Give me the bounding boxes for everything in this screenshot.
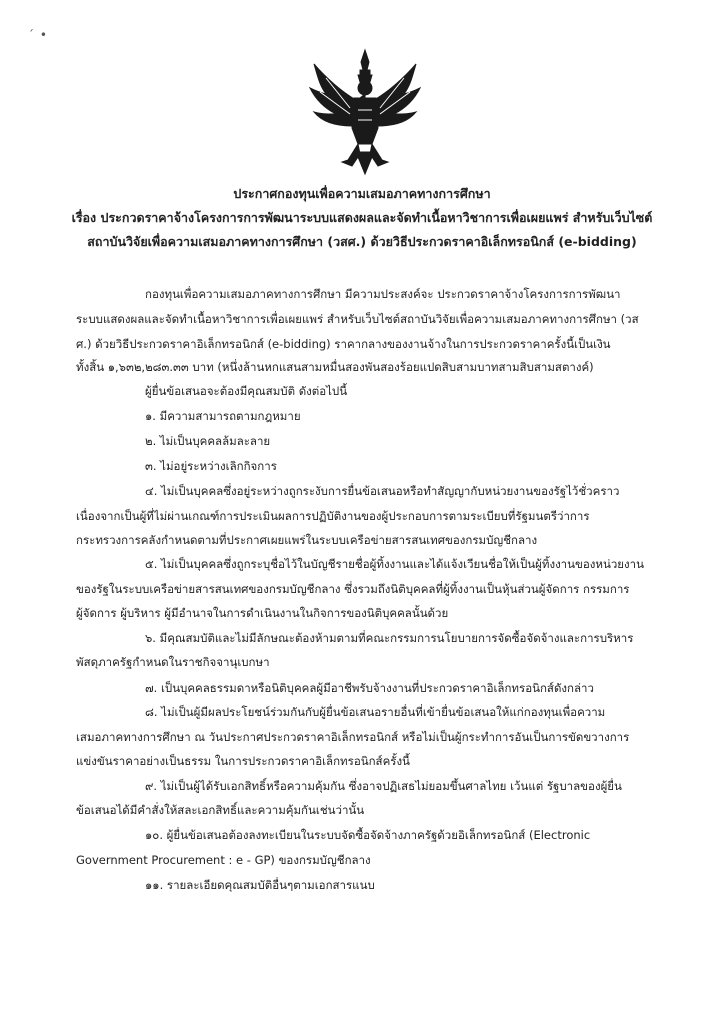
item-1: ๑. มีความสามารถตามกฎหมาย bbox=[145, 409, 301, 423]
item-4-line-1: ๔. ไม่เป็นบุคคลซึ่งอยู่ระหว่างถูกระงับการยื่นข้อเสนอหรือทำสัญญากับหน่วยงานของรัฐไว้ชั่วคราว bbox=[145, 484, 620, 498]
garuda-emblem-icon bbox=[306, 48, 424, 176]
item-5-line-1: ๕. ไม่เป็นบุคคลซึ่งถูกระบุชื่อไว้ในบัญชีรายชื่อผู้ทิ้งงานและได้แจ้งเวียนชื่อให้เป็นผู้ทิ้งงานของหน่วยงาน bbox=[145, 557, 644, 571]
intro-line-1: กองทุนเพื่อความเสมอภาคทางการศึกษา มีความประสงค์จะ ประกวดราคาจ้างโครงการการพัฒนา bbox=[145, 287, 621, 301]
item-8-line-3: แข่งขันราคาอย่างเป็นธรรม ในการประกวดราคาอิเล็กทรอนิกส์ครั้งนี้ bbox=[76, 754, 410, 768]
item-3: ๓. ไม่อยู่ระหว่างเลิกกิจการ bbox=[145, 459, 277, 473]
item-8-line-1: ๘. ไม่เป็นผู้มีผลประโยชน์ร่วมกันกับผู้ยื่นข้อเสนอรายอื่นที่เข้ายื่นข้อเสนอให้แก่กองทุนเพื่อความ bbox=[145, 705, 606, 719]
item-4-line-3: กระทรวงการคลังกำหนดตามที่ประกาศเผยแพร่ในระบบเครือข่ายสารสนเทศของกรมบัญชีกลาง bbox=[76, 533, 538, 547]
item-5-line-2: ของรัฐในระบบเครือข่ายสารสนเทศของกรมบัญชีกลาง ซึ่งรวมถึงนิติบุคคลที่ผู้ทิ้งงานเป็นหุ้นส่วนผู้จัดการ กรรมการ bbox=[76, 582, 630, 596]
item-5-line-3: ผู้จัดการ ผู้บริหาร ผู้มีอำนาจในการดำเนินงานในกิจการของนิติบุคคลนั้นด้วย bbox=[76, 606, 449, 620]
item-2: ๒. ไม่เป็นบุคคลล้มละลาย bbox=[145, 434, 271, 448]
item-11: ๑๑. รายละเอียดคุณสมบัติอื่นๆตามเอกสารแนบ bbox=[145, 878, 375, 892]
intro-line-2: ระบบแสดงผลและจัดทำเนื้อหาวิชาการเพื่อเผยแพร่ สำหรับเว็บไซต์สถาบันวิจัยเพื่อความเสมอภาคทางการศึกษา (วส bbox=[76, 312, 639, 326]
announcement-title: ประกาศกองทุนเพื่อความเสมอภาคทางการศึกษา bbox=[233, 186, 491, 201]
subject-line-2: สถาบันวิจัยเพื่อความเสมอภาคทางการศึกษา (วสศ.) ด้วยวิธีประกวดราคาอิเล็กทรอนิกส์ (e-bidding) bbox=[87, 234, 637, 249]
subject-line-1: เรื่อง ประกวดราคาจ้างโครงการการพัฒนาระบบแสดงผลและจัดทำเนื้อหาวิชาการเพื่อเผยแพร่ สำหรับเว็บไซต์ bbox=[71, 210, 653, 225]
item-10-line-2: Government Procurement : e - GP) ของกรมบัญชีกลาง bbox=[76, 853, 371, 867]
item-9-line-2: ข้อเสนอได้มีคำสั่งให้สละเอกสิทธิ์และความคุ้มกันเช่นว่านั้น bbox=[76, 803, 365, 817]
item-6-line-2: พัสดุภาครัฐกำหนดในราชกิจจานุเบกษา bbox=[76, 655, 270, 669]
qualifications-heading: ผู้ยื่นข้อเสนอจะต้องมีคุณสมบัติ ดังต่อไปนี้ bbox=[145, 384, 348, 398]
item-4-line-2: เนื่องจากเป็นผู้ที่ไม่ผ่านเกณฑ์การประเมินผลการปฏิบัติงานของผู้ประกอบการตามระเบียบที่รัฐมนตรีว่าการ bbox=[76, 509, 590, 523]
item-6-line-1: ๖. มีคุณสมบัติและไม่มีลักษณะต้องห้ามตามที่คณะกรรมการนโยบายการจัดซื้อจัดจ้างและการบริหาร bbox=[145, 631, 634, 645]
item-8-line-2: เสมอภาคทางการศึกษา ณ วันประกาศประกวดราคาอิเล็กทรอนิกส์ หรือไม่เป็นผู้กระทำการอันเป็นการขัดขวางการ bbox=[76, 730, 630, 744]
intro-line-3: ศ.) ด้วยวิธีประกวดราคาอิเล็กทรอนิกส์ (e-bidding) ราคากลางของงานจ้างในการประกวดราคาครั้งนี้เป็นเงิน bbox=[76, 337, 611, 351]
intro-line-4: ทั้งสิ้น ๑,๖๓๒,๒๘๓.๓๓ บาท (หนึ่งล้านหกแสนสามหมื่นสองพันสองร้อยแปดสิบสามบาทสามสิบสามสตางค์) bbox=[76, 360, 594, 374]
scan-artifact: ´ • bbox=[28, 28, 48, 42]
item-9-line-1: ๙. ไม่เป็นผู้ได้รับเอกสิทธิ์หรือความคุ้มกัน ซึ่งอาจปฏิเสธไม่ยอมขึ้นศาลไทย เว้นแต่ รัฐบาลของผู้ยื่น bbox=[145, 779, 622, 793]
item-7: ๗. เป็นบุคคลธรรมดาหรือนิติบุคคลผู้มีอาชีพรับจ้างงานที่ประกวดราคาอิเล็กทรอนิกส์ดังกล่าว bbox=[145, 681, 594, 695]
item-10-line-1: ๑๐. ผู้ยื่นข้อเสนอต้องลงทะเบียนในระบบจัดซื้อจัดจ้างภาครัฐด้วยอิเล็กทรอนิกส์ (Electronic bbox=[145, 828, 591, 842]
